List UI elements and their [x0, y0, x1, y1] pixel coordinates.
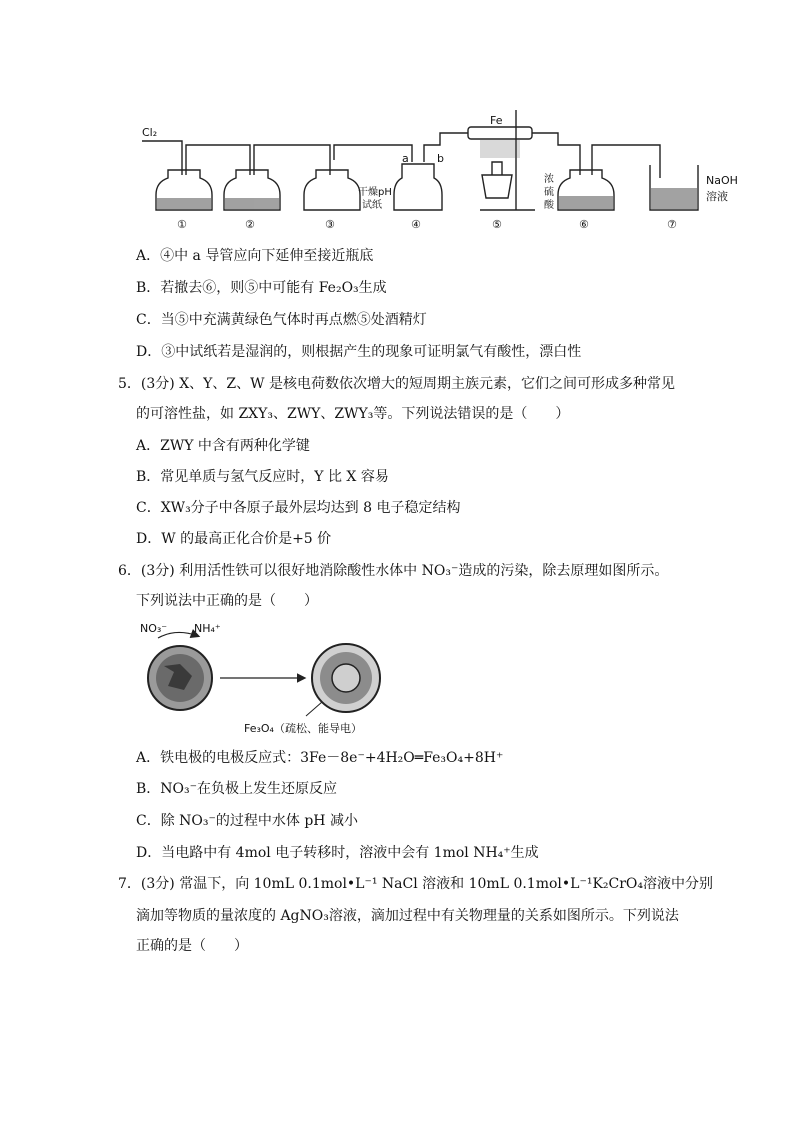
fe-label: Fe [490, 114, 503, 127]
cl2-label: Cl₂ [142, 126, 158, 139]
q6-option-d: D．当电路中有 4mol 电子转移时，溶液中会有 1mol NH₄⁺生成 [136, 845, 539, 861]
q5-stem-line2: 的可溶性盐，如 ZXY₃、ZWY、ZWY₃等。下列说法错误的是（ ） [136, 406, 570, 422]
q4-option-d: D．③中试纸若是湿润的，则根据产生的现象可证明氯气有酸性，漂白性 [136, 344, 582, 360]
q6-stem-line2: 下列说法中正确的是（ ） [136, 593, 318, 609]
conc-label-3: 酸 [544, 200, 554, 211]
tube-b-label: b [437, 152, 444, 165]
fig-no3-label: NO₃⁻ [140, 622, 168, 635]
conc-label-1: 浓 [544, 174, 554, 185]
q5-option-b: B．常见单质与氢气反应时，Y 比 X 容易 [136, 469, 389, 485]
apparatus-label-5: ⑤ [492, 218, 502, 231]
apparatus-label-1: ① [177, 218, 187, 231]
dry-ph-label-1: 干燥pH [358, 187, 392, 198]
q4-option-a: A．④中 a 导管应向下延伸至接近瓶底 [136, 248, 374, 264]
apparatus-label-3: ③ [325, 218, 335, 231]
q6-option-a: A．铁电极的电极反应式：3Fe－8e⁻+4H₂O═Fe₃O₄+8H⁺ [136, 750, 504, 766]
q6-option-c: C．除 NO₃⁻的过程中水体 pH 减小 [136, 813, 358, 829]
q5-option-c: C．XW₃分子中各原子最外层均达到 8 电子稳定结构 [136, 500, 461, 516]
q7-stem-line2: 滴加等物质的量浓度的 AgNO₃溶液，滴加过程中有关物理量的关系如图所示。下列说法 [136, 908, 679, 924]
q5-option-a: A．ZWY 中含有两种化学键 [136, 438, 310, 454]
tube-a-label: a [402, 152, 409, 165]
conc-label-2: 硫 [544, 187, 554, 198]
q6-option-b: B．NO₃⁻在负极上发生还原反应 [136, 781, 338, 797]
q4-option-b: B．若撤去⑥，则⑤中可能有 Fe₂O₃生成 [136, 280, 387, 296]
q5-option-d: D．W 的最高正化合价是+5 价 [136, 531, 332, 547]
fig-fe3o4-caption: Fe₃O₄（疏松、能导电） [244, 722, 362, 735]
naoh-label-2: 溶液 [706, 190, 728, 203]
iron-particle-diagram [136, 616, 396, 741]
apparatus-diagram [140, 100, 760, 235]
q7-stem-line1: 7．(3分) 常温下，向 10mL 0.1mol•L⁻¹ NaCl 溶液和 10mL 0.1mol•L⁻¹K₂CrO₄溶液中分别 [118, 876, 714, 892]
apparatus-label-4: ④ [411, 218, 421, 231]
apparatus-label-7: ⑦ [667, 218, 677, 231]
q6-stem-line1: 6．(3分) 利用活性铁可以很好地消除酸性水体中 NO₃⁻造成的污染，除去原理如图所示。 [118, 563, 669, 579]
apparatus-label-6: ⑥ [579, 218, 589, 231]
q4-option-c: C．当⑤中充满黄绿色气体时再点燃⑤处酒精灯 [136, 312, 427, 328]
dry-ph-label-2: 试纸 [362, 200, 382, 211]
apparatus-label-2: ② [245, 218, 255, 231]
q7-stem-line3: 正确的是（ ） [136, 938, 248, 954]
naoh-label-1: NaOH [706, 174, 738, 187]
fig-nh4-label: NH₄⁺ [194, 622, 221, 635]
q5-stem-line1: 5．(3分) X、Y、Z、W 是核电荷数依次增大的短周期主族元素，它们之间可形成多种常见 [118, 376, 675, 392]
